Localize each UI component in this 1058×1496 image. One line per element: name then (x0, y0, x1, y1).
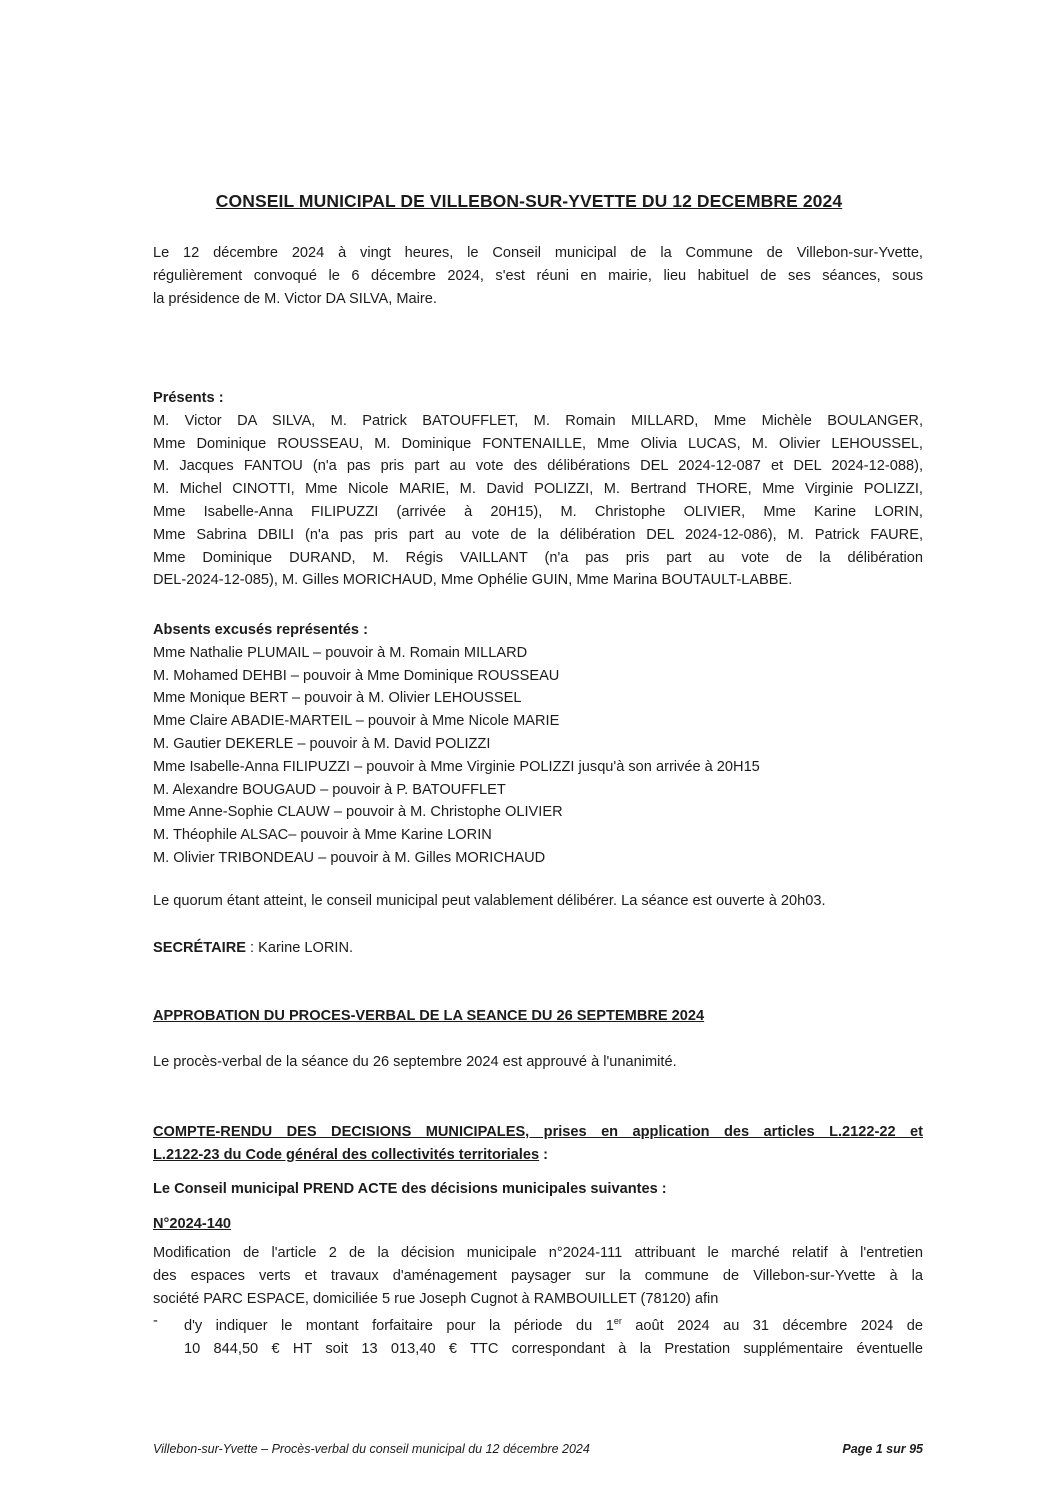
intro-line: régulièrement convoqué le 6 décembre 2024, s'est réuni en mairie, lieu habituel de ses séances, sous (153, 267, 923, 284)
bullet-dash: - (153, 1313, 158, 1330)
secretary-paragraph (153, 937, 923, 960)
intro-paragraph (153, 242, 923, 310)
presents-line: M. Jacques FANTOU (n'a pas pris part au vote des délibérations DEL 2024-12-087 et DEL 2024-12-088), (153, 458, 923, 475)
decision-line: société PARC ESPACE, domiciliée 5 rue Joseph Cugnot à RAMBOUILLET (78120) afin (153, 1290, 719, 1307)
quorum-text: Le quorum étant atteint, le conseil municipal peut valablement délibérer. La séance est ouverte à 20h03. (153, 893, 826, 909)
absent-line: M. Gautier DEKERLE – pouvoir à M. David POLIZZI (153, 735, 491, 752)
approval-text: Le procès-verbal de la séance du 26 septembre 2024 est approuvé à l'unanimité. (153, 1054, 677, 1070)
presents-line: Mme Dominique ROUSSEAU, M. Dominique FONTENAILLE, Mme Olivia LUCAS, M. Olivier LEHOUSSEL, (153, 435, 923, 452)
intro-line: Le 12 décembre 2024 à vingt heures, le Conseil municipal de la Commune de Villebon-sur-Yvette, (153, 245, 923, 261)
decision-number: N°2024-140 (153, 1216, 232, 1232)
presents-heading: Présents : (153, 390, 224, 406)
presents-line: M. Victor DA SILVA, M. Patrick BATOUFFLET, M. Romain MILLARD, Mme Michèle BOULANGER, (153, 412, 923, 429)
decision-line: Modification de l'article 2 de la décision municipale n°2024-111 attribuant le marché relatif à l'entretien (153, 1245, 923, 1261)
decision-paragraph (153, 1242, 923, 1361)
absents-heading: Absents excusés représentés : (153, 622, 368, 638)
absent-line: Mme Nathalie PLUMAIL – pouvoir à M. Romain MILLARD (153, 644, 528, 661)
secretary-value: : Karine LORIN. (245, 940, 354, 956)
bullet-text-part: d'y indiquer le montant forfaitaire pour la période du 1 (184, 1318, 614, 1335)
footer-title: Villebon-sur-Yvette – Procès-verbal du conseil municipal du 12 décembre 2024 (153, 1442, 590, 1456)
approval-paragraph (153, 1051, 923, 1074)
presents-line: Mme Isabelle-Anna FILIPUZZI (arrivée à 20H15), M. Christophe OLIVIER, Mme Karine LORIN, (153, 503, 923, 520)
compte-rendu-heading-line: L.2122-23 du Code général des collectivités territoriales (153, 1146, 540, 1163)
presents-section (153, 387, 923, 592)
absent-line: Mme Isabelle-Anna FILIPUZZI – pouvoir à Mme Virginie POLIZZI jusqu'à son arrivée à 20H15 (153, 758, 760, 775)
compte-rendu-heading-line: COMPTE-RENDU DES DECISIONS MUNICIPALES, prises en application des articles L.2122-22 et (153, 1124, 923, 1140)
bullet-superscript: er (613, 1316, 622, 1327)
bullet-text-part: août 2024 au 31 décembre 2024 de (621, 1318, 923, 1335)
absent-line: M. Alexandre BOUGAUD – pouvoir à P. BATOUFFLET (153, 781, 506, 798)
intro-line: la présidence de M. Victor DA SILVA, Maire. (153, 290, 437, 307)
presents-line: Mme Dominique DURAND, M. Régis VAILLANT (n'a pas pris part au vote de la délibération (153, 549, 923, 566)
bullet-line: 10 844,50 € HT soit 13 013,40 € TTC correspondant à la Prestation supplémentaire éventuelle (184, 1341, 923, 1358)
absents-section (153, 619, 923, 870)
presents-line: DEL-2024-12-085), M. Gilles MORICHAUD, Mme Ophélie GUIN, Mme Marina BOUTAULT-LABBE. (153, 572, 793, 589)
approval-section (153, 1005, 923, 1028)
decision-number-block (153, 1213, 923, 1236)
absent-line: M. Théophile ALSAC– pouvoir à Mme Karine LORIN (153, 827, 492, 844)
approval-heading: APPROBATION DU PROCES-VERBAL DE LA SEANCE DU 26 SEPTEMBRE 2024 (153, 1008, 705, 1024)
compte-rendu-section (153, 1121, 923, 1167)
absent-line: Mme Claire ABADIE-MARTEIL – pouvoir à Mme Nicole MARIE (153, 713, 560, 730)
quorum-paragraph (153, 890, 923, 913)
page-number: Page 1 sur 95 (842, 1442, 923, 1456)
prend-acte-text: Le Conseil municipal PREND ACTE des décisions municipales suivantes : (153, 1181, 667, 1197)
bullet-line (184, 1310, 923, 1338)
compte-rendu-heading-suffix: : (539, 1146, 549, 1163)
page-footer (153, 1442, 923, 1456)
absent-line: Mme Anne-Sophie CLAUW – pouvoir à M. Christophe OLIVIER (153, 804, 563, 821)
decision-line: des espaces verts et travaux d'aménagement paysager sur la commune de Villebon-sur-Yvette à la (153, 1267, 923, 1284)
absent-line: Mme Monique BERT – pouvoir à M. Olivier LEHOUSSEL (153, 690, 522, 707)
absent-line: M. Olivier TRIBONDEAU – pouvoir à M. Gilles MORICHAUD (153, 849, 546, 866)
decision-bullet (153, 1310, 923, 1361)
document-title: CONSEIL MUNICIPAL DE VILLEBON-SUR-YVETTE DU 12 DECEMBRE 2024 (215, 191, 843, 211)
secretary-label: SECRÉTAIRE (153, 940, 246, 956)
presents-line: Mme Sabrina DBILI (n'a pas pris part au vote de la délibération DEL 2024-12-086), M. Patrick FAURE, (153, 526, 923, 543)
absent-line: M. Mohamed DEHBI – pouvoir à Mme Dominique ROUSSEAU (153, 667, 560, 684)
presents-line: M. Michel CINOTTI, Mme Nicole MARIE, M. David POLIZZI, M. Bertrand THORE, Mme Virginie POLIZZI, (153, 481, 923, 498)
prend-acte-paragraph (153, 1178, 923, 1201)
